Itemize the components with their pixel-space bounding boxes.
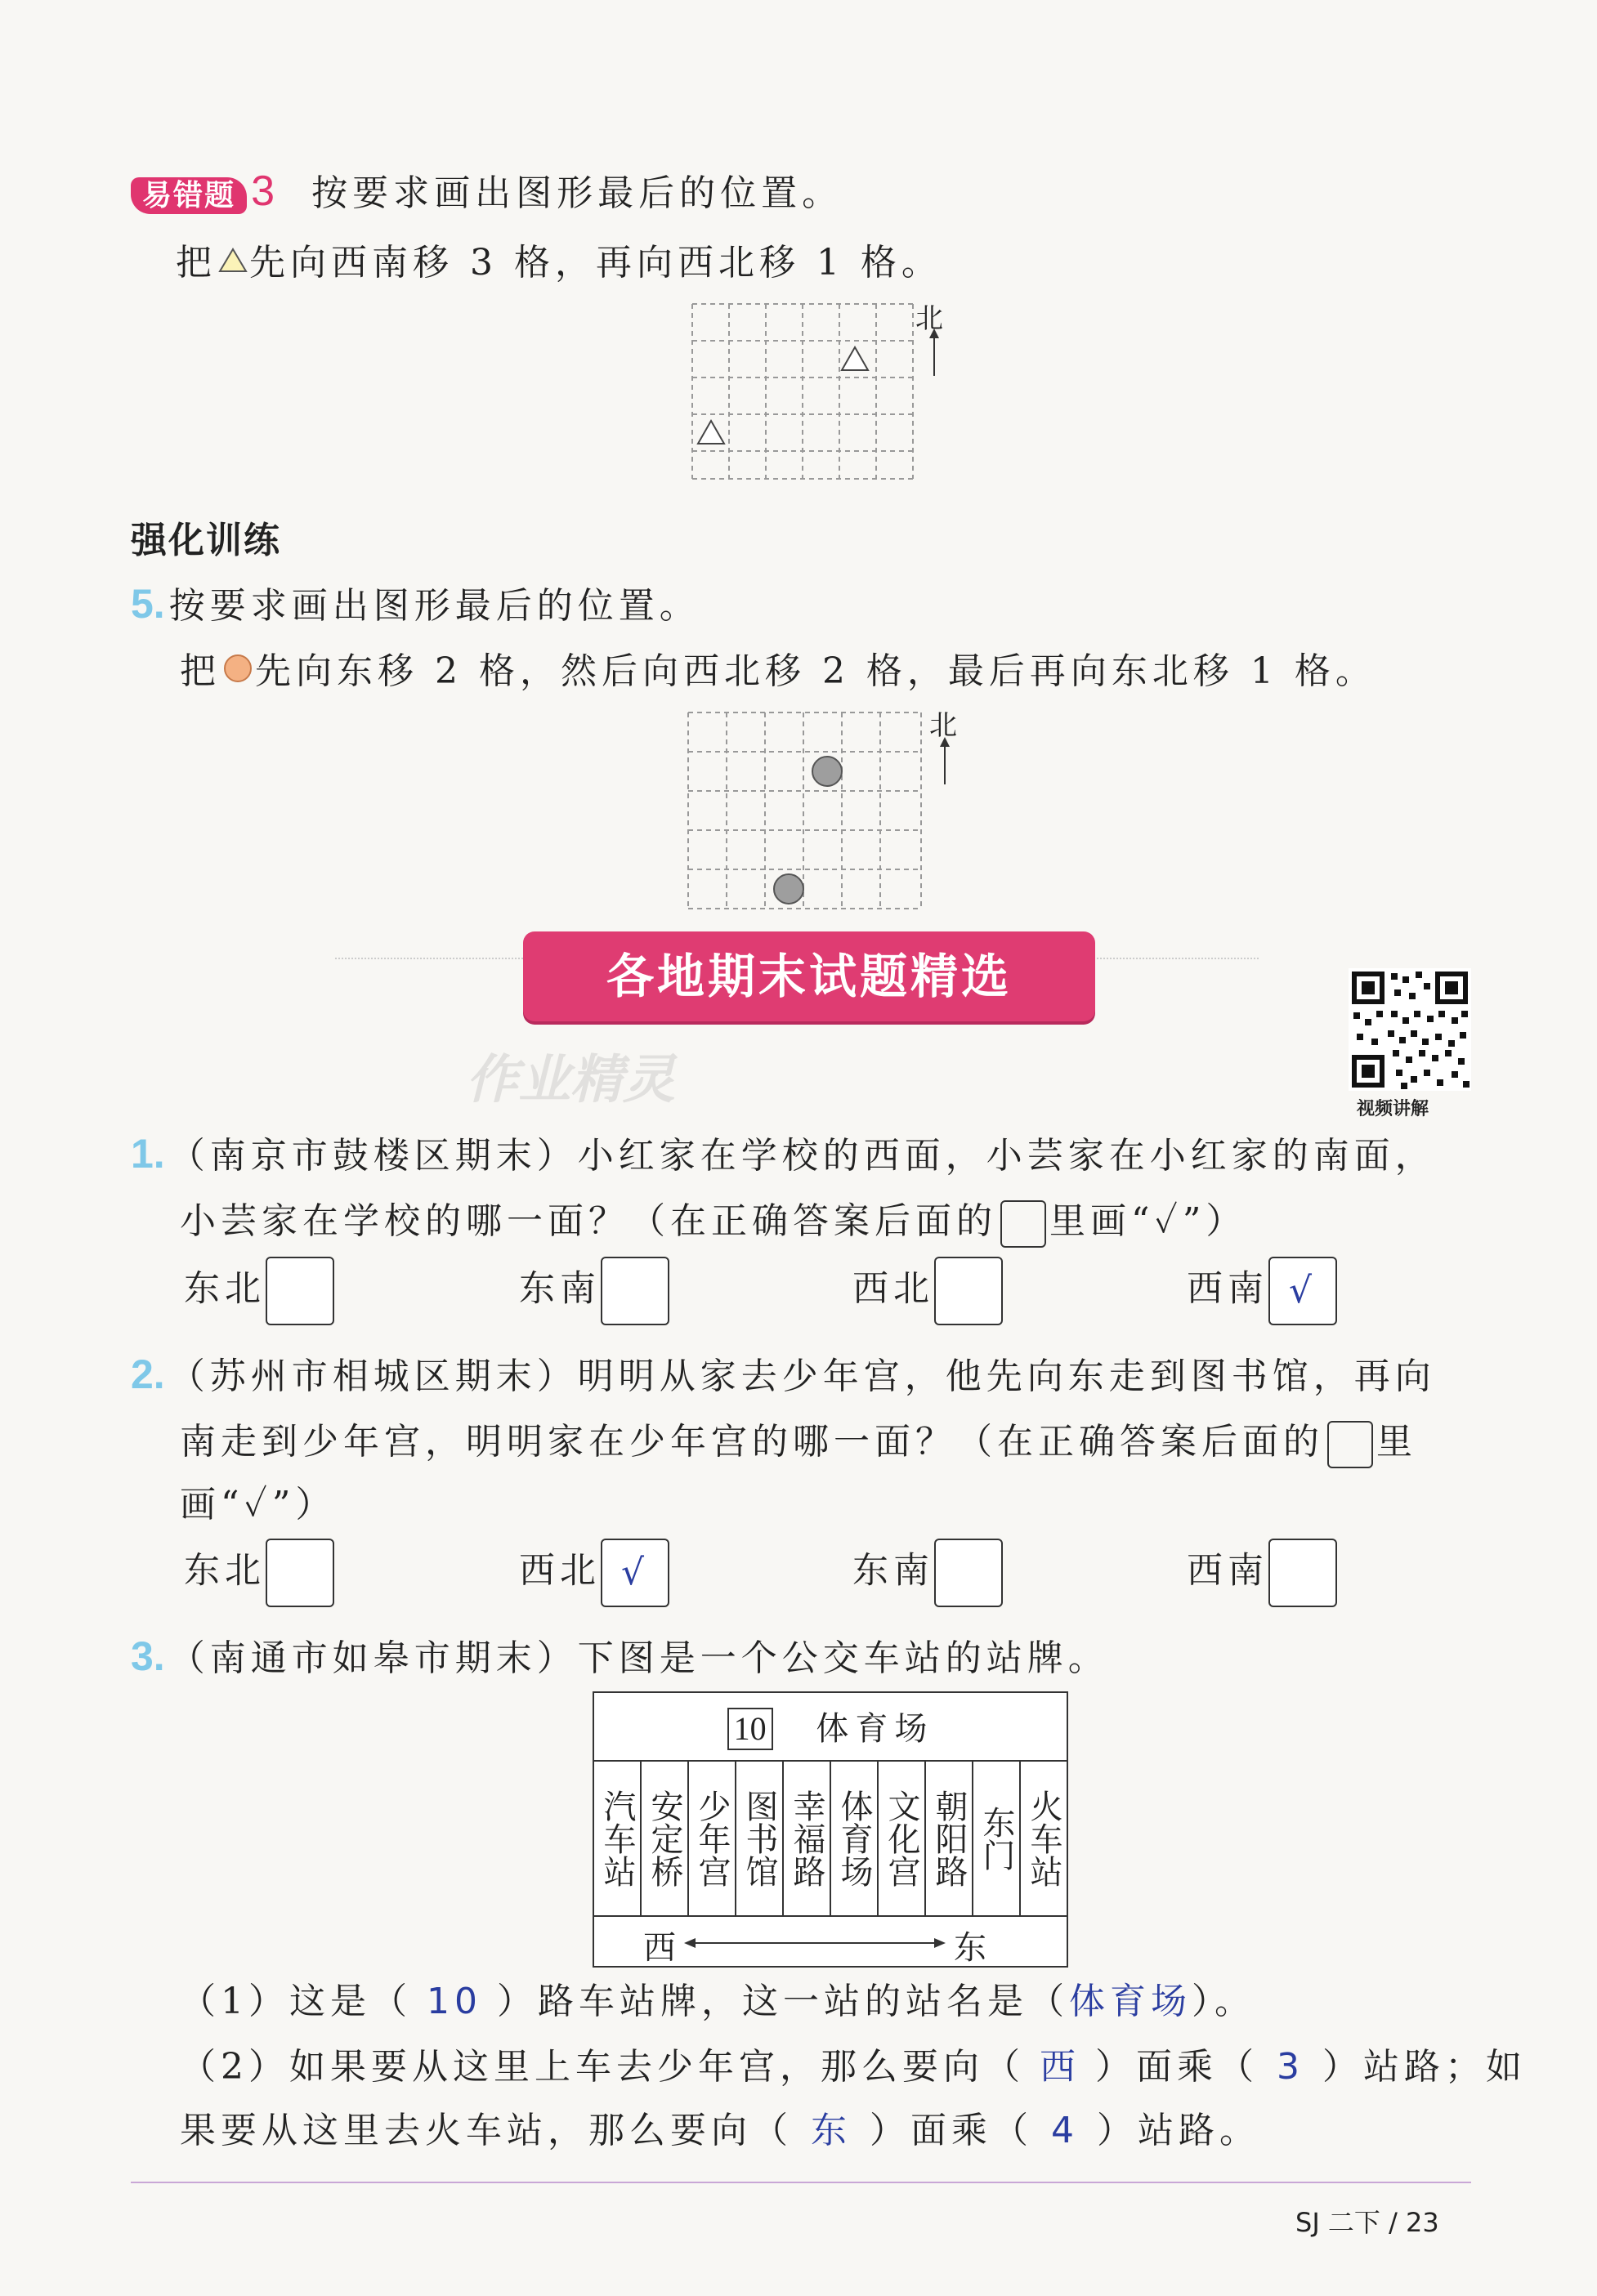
answer-direction-2: 东 xyxy=(811,2110,852,2151)
stop-cell: 体育场 xyxy=(830,1761,878,1916)
stop-cell: 东门 xyxy=(973,1761,1020,1916)
q1-option-4: 西南 √ xyxy=(1187,1257,1337,1325)
q1-option-1: 东北 xyxy=(184,1257,334,1325)
q2-option-1: 东北 xyxy=(184,1539,334,1607)
qr-caption: 视频讲解 xyxy=(1357,1099,1429,1119)
q1-number: 1. xyxy=(131,1131,165,1177)
q2-line2: 南走到少年宫，明明家在少年宫的哪一面？（在正确答案后面的 里 xyxy=(180,1412,1417,1468)
stop-cell: 图书馆 xyxy=(736,1761,783,1916)
circle-icon xyxy=(221,650,255,683)
inline-box xyxy=(1000,1200,1046,1248)
footer-rule xyxy=(131,2182,1471,2183)
q1-answer-box-1[interactable] xyxy=(266,1257,334,1325)
station-name: 体育场 xyxy=(816,1710,934,1748)
answer-direction-1: 西 xyxy=(1040,2046,1080,2088)
stop-cell: 少年宫 xyxy=(688,1761,736,1916)
q1-line2: 小芸家在学校的哪一面？（在正确答案后面的 里画“✓”） xyxy=(180,1191,1246,1248)
page-footer: SJ 二下 / 23 xyxy=(1295,2207,1439,2238)
triangle-icon xyxy=(217,245,249,275)
stop-cell: 汽车站 xyxy=(593,1761,641,1916)
stop-cell: 幸福路 xyxy=(783,1761,830,1916)
triangle-shape-2 xyxy=(698,421,724,444)
grid-2 xyxy=(687,703,956,915)
error-instruction: 把 先向西南移 3 格，再向西北移 1 格。 xyxy=(176,242,942,284)
route-number: 10 xyxy=(727,1708,773,1750)
stop-cell: 朝阳路 xyxy=(925,1761,973,1916)
north-label-2: 北 xyxy=(929,709,957,742)
q3-part3: 果要从这里去火车站，那么要向（ 东 ）面乘（ 4 ）站路。 xyxy=(180,2110,1260,2151)
q3-line1: 3. （南通市如皋市期末）下图是一个公交车站的站牌。 xyxy=(131,1633,1109,1679)
stop-cell: 安定桥 xyxy=(641,1761,688,1916)
watermark: 作业精灵 xyxy=(466,1050,675,1110)
q2-option-3: 东南 xyxy=(852,1539,1003,1607)
question-number: 5. xyxy=(131,581,165,627)
east-label: 东 xyxy=(954,1929,986,1967)
error-tag: 易错题 xyxy=(131,177,247,214)
q2-option-4: 西南 xyxy=(1187,1539,1337,1607)
answer-route: 10 xyxy=(427,1981,482,2022)
q2-answer-box-4[interactable] xyxy=(1268,1539,1337,1607)
q1-option-3: 西北 xyxy=(852,1257,1003,1325)
q2-option-2: 西北 √ xyxy=(519,1539,669,1607)
q2-line1: 2. （苏州市相城区期末）明明从家去少年宫，他先向东走到图书馆，再向 xyxy=(131,1351,1436,1397)
q1-line1: 1. （南京市鼓楼区期末）小红家在学校的西面，小芸家在小红家的南面， xyxy=(131,1131,1436,1177)
sign-header xyxy=(593,1692,1067,1761)
q1-answer-box-4[interactable]: √ xyxy=(1268,1257,1337,1325)
direction-row xyxy=(593,1916,1067,1967)
north-label-1: 北 xyxy=(915,302,943,335)
q3-part1: （1）这是（ 10 ）路车站牌，这一站的站名是（体育场）。 xyxy=(180,1981,1255,2022)
direction-arrow xyxy=(684,1935,946,1951)
west-label: 西 xyxy=(643,1929,676,1967)
answer-station: 体育场 xyxy=(1069,1981,1192,2022)
practice-question-5 xyxy=(131,576,700,628)
q1-answer-box-3[interactable] xyxy=(934,1257,1003,1325)
q2-answer-box-2[interactable]: √ xyxy=(601,1539,669,1607)
error-title: 按要求画出图形最后的位置。 xyxy=(311,172,843,214)
practice-heading: 强化训练 xyxy=(131,520,281,561)
q3-number: 3. xyxy=(131,1633,165,1679)
bus-stop-sign xyxy=(593,1691,1068,1968)
triangle-shape xyxy=(842,347,868,370)
q1-answer-box-2[interactable] xyxy=(601,1257,669,1325)
q2-number: 2. xyxy=(131,1351,165,1397)
stop-cell: 火车站 xyxy=(1020,1761,1067,1916)
banner-title: 各地期末试题精选 xyxy=(523,931,1095,1021)
stop-cell: 文化宫 xyxy=(878,1761,925,1916)
q2-line3: 画“✓”） xyxy=(180,1484,337,1525)
error-question-header xyxy=(131,163,843,216)
practice-instruction: 把 先向东移 2 格，然后向西北移 2 格，最后再向东北移 1 格。 xyxy=(180,650,1376,692)
q2-answer-box-1[interactable] xyxy=(266,1539,334,1607)
q3-part2: （2）如果要从这里上车去少年宫，那么要向（ 西 ）面乘（ 3 ）站路；如 xyxy=(180,2046,1527,2088)
q1-option-2: 东南 xyxy=(519,1257,669,1325)
q2-answer-box-3[interactable] xyxy=(934,1539,1003,1607)
circle-shape-2 xyxy=(774,874,803,904)
grid-1 xyxy=(691,302,952,482)
qr-code-icon[interactable] xyxy=(1349,968,1471,1091)
error-number: 3 xyxy=(251,168,275,215)
answer-stops-2: 4 xyxy=(1051,2110,1079,2151)
answer-stops-1: 3 xyxy=(1277,2046,1304,2088)
circle-shape xyxy=(812,757,842,786)
inline-box xyxy=(1327,1421,1373,1468)
practice-title: 按要求画出图形最后的位置。 xyxy=(168,585,700,627)
stops-row xyxy=(593,1761,1067,1916)
